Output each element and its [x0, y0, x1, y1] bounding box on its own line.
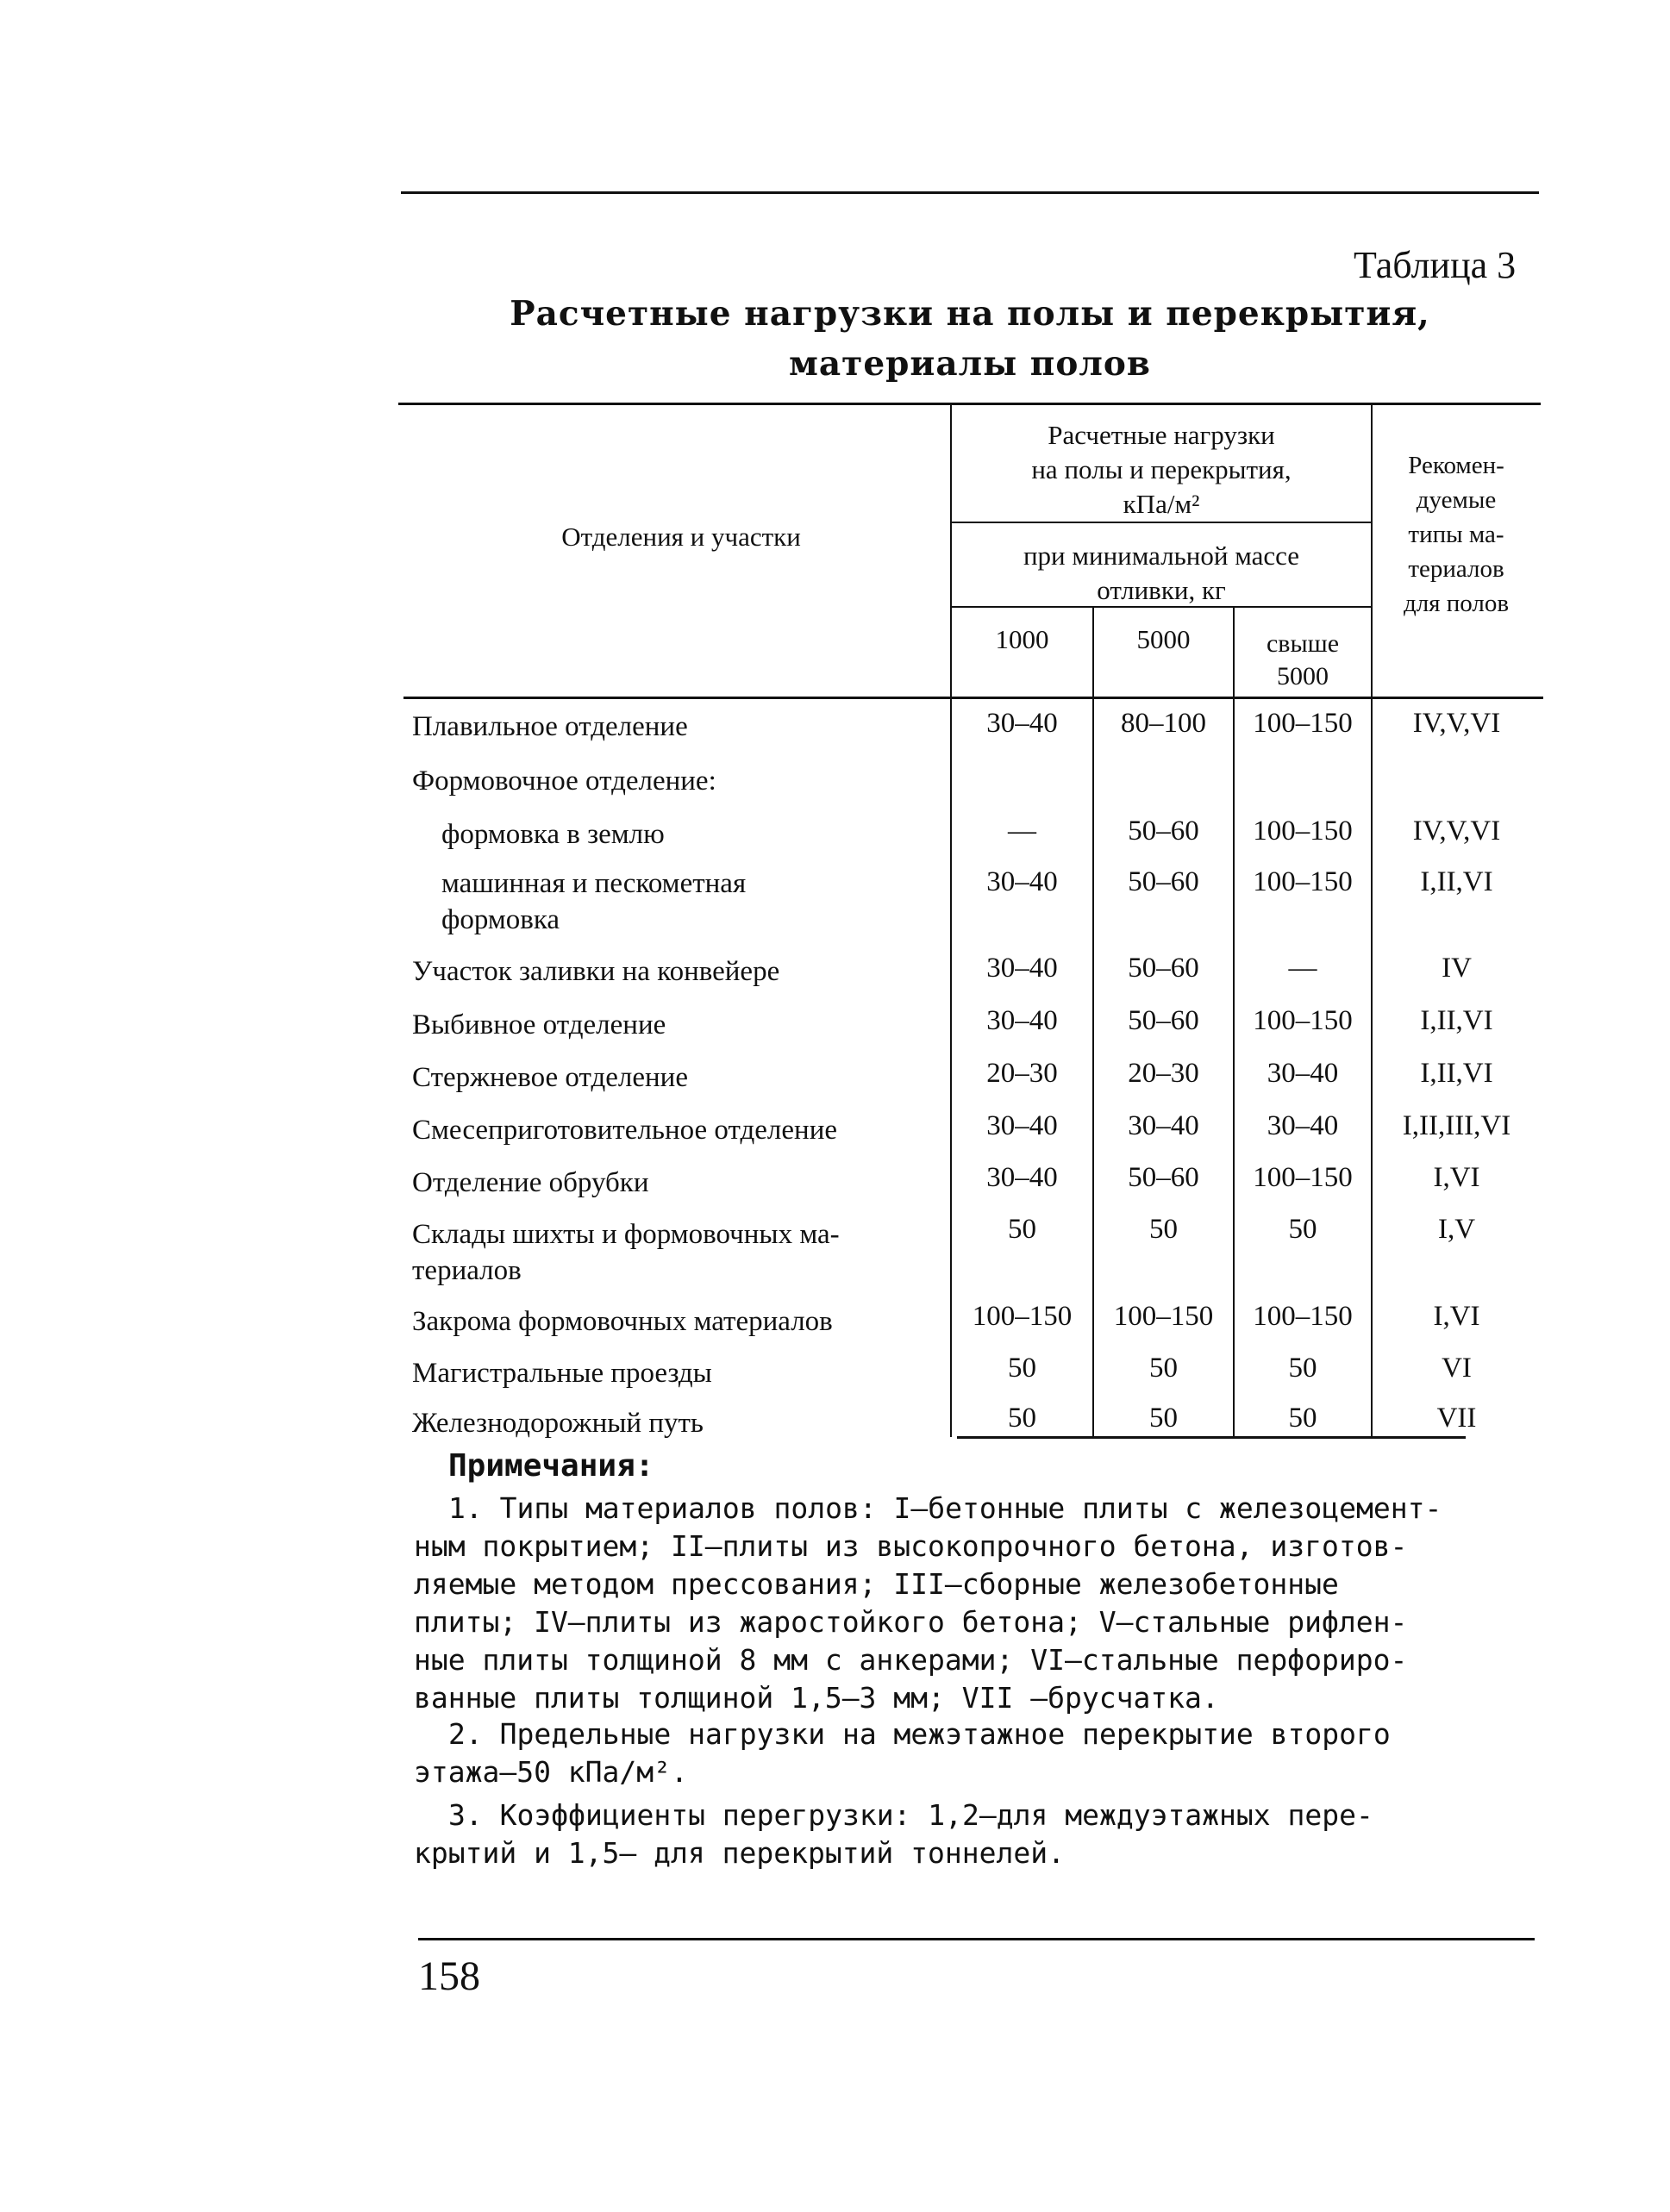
- row-value-1000: 100–150: [972, 1301, 1073, 1332]
- header-mass-1000: 1000: [995, 624, 1049, 654]
- row-name: Отделение обрубки: [412, 1167, 649, 1198]
- top-rule: [401, 191, 1539, 194]
- row-value-over5000: 100–150: [1253, 1005, 1353, 1036]
- row-name: Участок заливки на конвейере: [412, 956, 780, 987]
- row-materials: I,VI: [1433, 1301, 1480, 1332]
- row-materials: VI: [1442, 1353, 1472, 1384]
- header-sub-rule-1: [951, 522, 1372, 523]
- row-value-5000: 50–60: [1128, 815, 1199, 847]
- row-value-5000: 50–60: [1128, 1005, 1199, 1036]
- row-value-5000: 100–150: [1113, 1301, 1214, 1332]
- row-value-over5000: 100–150: [1253, 1162, 1353, 1193]
- note-line: ванные плиты толщиной 1,5–3 мм; VII —брусчатка.: [414, 1681, 1219, 1715]
- header-materials-line-5: для полов: [1403, 590, 1510, 617]
- row-value-over5000: 100–150: [1253, 815, 1353, 847]
- row-materials: IV: [1442, 953, 1472, 984]
- title-line-1: Расчетные нагрузки на полы и перекрытия,: [510, 294, 1430, 334]
- row-name: Магистральные проезды: [412, 1358, 712, 1389]
- row-value-5000: 50: [1149, 1403, 1178, 1434]
- row-value-1000: 50: [1008, 1353, 1036, 1384]
- row-name: [412, 1216, 840, 1289]
- header-mass-over-line-1: свыше: [1266, 629, 1340, 658]
- row-value-over5000: 50: [1288, 1403, 1317, 1434]
- header-mass-line-2: отливки, кг: [1097, 575, 1226, 605]
- row-materials: I,VI: [1433, 1162, 1480, 1193]
- note-line: 3. Коэффициенты перегрузки: 1,2—для междуэтажных пере-: [448, 1798, 1373, 1832]
- row-value-over5000: 100–150: [1253, 708, 1353, 739]
- title-line-2: материалы полов: [789, 344, 1151, 384]
- row-materials: I,II,III,VI: [1402, 1110, 1511, 1141]
- row-materials: VII: [1436, 1403, 1477, 1434]
- header-materials-line-3: типы ма-: [1408, 521, 1504, 548]
- col-divider-4: [1371, 403, 1373, 1437]
- header-mass-5000: 5000: [1136, 624, 1191, 654]
- header-materials: [1374, 448, 1538, 621]
- row-value-over5000: 50: [1288, 1353, 1317, 1384]
- bottom-rule: [418, 1938, 1535, 1940]
- note-line: 1. Типы материалов полов: I—бетонные плиты с железоцемент-: [448, 1491, 1442, 1525]
- row-value-1000: 20–30: [986, 1058, 1058, 1089]
- row-materials: I,II,VI: [1420, 866, 1493, 897]
- row-value-1000: 50: [1008, 1214, 1036, 1245]
- row-name: Стержневое отделение: [412, 1062, 688, 1093]
- header-materials-line-2: дуемые: [1416, 486, 1497, 514]
- header-mass-line-1: при минимальной массе: [1023, 541, 1300, 571]
- row-value-5000: 30–40: [1128, 1110, 1199, 1141]
- row-value-over5000: —: [1288, 953, 1317, 984]
- row-value-5000: 50: [1149, 1353, 1178, 1384]
- note-line: плиты; IV—плиты из жаростойкого бетона; V—стальные рифлен-: [414, 1605, 1408, 1639]
- row-value-over5000: 30–40: [1267, 1058, 1339, 1089]
- header-mass-group: [952, 539, 1371, 608]
- header-loads-group: [952, 418, 1371, 522]
- row-value-5000: 50–60: [1128, 866, 1199, 897]
- row-value-1000: 30–40: [986, 708, 1058, 739]
- row-materials: I,II,VI: [1420, 1058, 1493, 1089]
- header-mass-over-5000: [1235, 628, 1371, 693]
- row-name: Закрома формовочных материалов: [412, 1306, 833, 1337]
- table-top-rule: [398, 403, 1541, 405]
- note-line: крытий и 1,5— для перекрытий тоннелей.: [414, 1836, 1065, 1870]
- row-value-over5000: 100–150: [1253, 1301, 1353, 1332]
- note-line: ные плиты толщиной 8 мм с анкерами; VI—стальные перфориро-: [414, 1643, 1408, 1677]
- header-materials-line-1: Рекомен-: [1408, 452, 1504, 479]
- header-loads-line-1: Расчетные нагрузки: [1048, 420, 1275, 450]
- row-value-5000: 20–30: [1128, 1058, 1199, 1089]
- row-value-1000: —: [1008, 815, 1036, 847]
- row-name-line-1: Склады шихты и формовочных ма-: [412, 1219, 840, 1250]
- row-value-1000: 30–40: [986, 1110, 1058, 1141]
- row-name: Смесеприготовительное отделение: [412, 1115, 838, 1146]
- row-value-over5000: 50: [1288, 1214, 1317, 1245]
- page-number: 158: [418, 1953, 480, 1999]
- header-loads-line-2: на полы и перекрытия,: [1031, 454, 1292, 484]
- note-3: [414, 1796, 1552, 1872]
- note-line: 2. Предельные нагрузки на межэтажное перекрытие второго: [448, 1717, 1391, 1751]
- row-name: Железнодорожный путь: [412, 1408, 704, 1439]
- header-mass-over-line-2: 5000: [1277, 662, 1329, 690]
- row-name: формовка в землю: [441, 819, 665, 850]
- row-name: Плавильное отделение: [412, 711, 688, 742]
- row-name-line-2: формовка: [441, 904, 560, 935]
- row-name-line-1: машинная и пескометная: [441, 868, 747, 899]
- table-label: Таблица 3: [1354, 244, 1517, 286]
- note-line: ным покрытием; II—плиты из высокопрочного бетона, изготов-: [414, 1529, 1408, 1563]
- row-value-5000: 50: [1149, 1214, 1178, 1245]
- row-materials: IV,V,VI: [1412, 708, 1501, 739]
- row-value-1000: 30–40: [986, 1005, 1058, 1036]
- row-value-5000: 50–60: [1128, 953, 1199, 984]
- row-name: Формовочное отделение:: [412, 765, 716, 797]
- row-value-1000: 30–40: [986, 866, 1058, 897]
- row-value-1000: 50: [1008, 1403, 1036, 1434]
- row-value-over5000: 100–150: [1253, 866, 1353, 897]
- row-value-5000: 50–60: [1128, 1162, 1199, 1193]
- row-value-1000: 30–40: [986, 953, 1058, 984]
- note-line: этажа—50 кПа/м².: [414, 1755, 688, 1789]
- notes-title: Примечания:: [448, 1448, 654, 1484]
- row-name: Выбивное отделение: [412, 1009, 666, 1040]
- note-line: ляемые методом прессования; III—сборные железобетонные: [414, 1567, 1339, 1601]
- row-materials: IV,V,VI: [1412, 815, 1501, 847]
- row-name-line-2: териалов: [412, 1255, 522, 1286]
- row-value-1000: 30–40: [986, 1162, 1058, 1193]
- row-value-5000: 80–100: [1121, 708, 1206, 739]
- header-materials-line-4: териалов: [1408, 555, 1504, 583]
- table-bottom-rule: [957, 1436, 1466, 1439]
- row-value-over5000: 30–40: [1267, 1110, 1339, 1141]
- row-materials: I,II,VI: [1420, 1005, 1493, 1036]
- note-2: [414, 1715, 1552, 1791]
- header-loads-line-3: кПа/м²: [1123, 489, 1200, 519]
- row-name: [441, 865, 746, 938]
- row-materials: I,V: [1437, 1214, 1476, 1245]
- header-col-departments: Отделения и участки: [561, 522, 801, 552]
- table-title: [397, 289, 1543, 389]
- note-1: [414, 1490, 1552, 1717]
